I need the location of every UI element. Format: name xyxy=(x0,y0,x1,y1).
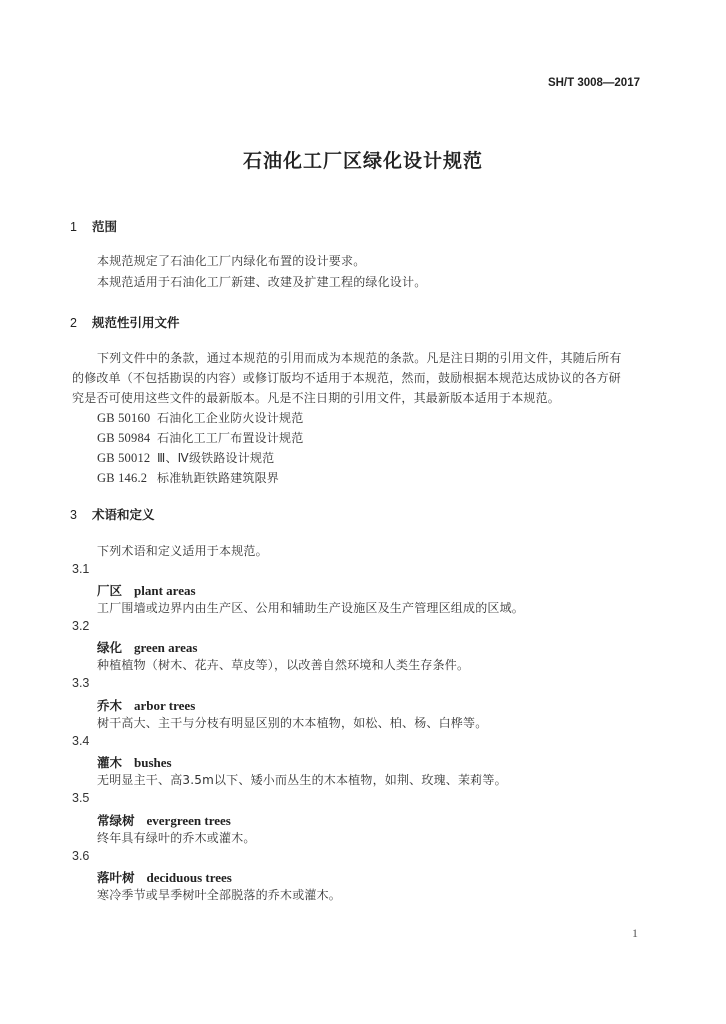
standard-code: SH/T 3008—2017 xyxy=(547,77,640,89)
reference-name: 标准轨距铁路建筑限界 xyxy=(157,471,280,485)
reference-name: Ⅲ、Ⅳ级铁路设计规范 xyxy=(157,451,275,465)
terms-intro: 下列术语和定义适用于本规范。 xyxy=(97,544,268,558)
reference-name: 石油化工企业防火设计规范 xyxy=(157,411,304,425)
term-heading xyxy=(97,637,197,656)
term-en: evergreen trees xyxy=(146,813,231,828)
page-number: 1 xyxy=(632,926,638,940)
section-title: 范围 xyxy=(92,219,118,234)
term-zh: 厂区 xyxy=(97,583,123,598)
term-number: 3.6 xyxy=(72,849,90,863)
term-definition: 终年具有绿叶的乔木或灌木。 xyxy=(97,831,256,845)
term-definition: 寒冷季节或旱季树叶全部脱落的乔木或灌木。 xyxy=(97,888,342,902)
reference-code: GB 50012 xyxy=(97,451,151,465)
references-line-3: 究是否可使用这些文件的最新版本。凡是不注日期的引用文件，其最新版本适用于本规范。 xyxy=(72,391,561,405)
section-number: 3 xyxy=(70,508,77,522)
term-definition: 树干高大、主干与分枝有明显区别的木本植物，如松、柏、杨、白桦等。 xyxy=(97,716,488,730)
term-zh: 常绿树 xyxy=(97,813,135,828)
term-number: 3.1 xyxy=(72,562,90,576)
reference-code: GB 50984 xyxy=(97,431,151,445)
section-number: 1 xyxy=(70,220,77,234)
term-en: plant areas xyxy=(134,583,196,598)
reference-item xyxy=(97,469,279,486)
term-definition: 工厂围墙或边界内由生产区、公用和辅助生产设施区及生产管理区组成的区域。 xyxy=(97,601,525,615)
reference-name: 石油化工工厂布置设计规范 xyxy=(157,431,304,445)
term-heading xyxy=(97,580,196,599)
term-heading xyxy=(97,867,232,886)
term-zh: 落叶树 xyxy=(97,870,135,885)
term-zh: 灌木 xyxy=(97,755,123,770)
term-number: 3.2 xyxy=(72,619,90,633)
references-line-1: 下列文件中的条款，通过本规范的引用而成为本规范的条款。凡是注日期的引用文件，其随后所有 xyxy=(97,351,622,365)
reference-item xyxy=(97,429,303,446)
term-number: 3.5 xyxy=(72,791,90,805)
document-title: 石油化工厂区绿化设计规范 xyxy=(242,150,483,172)
term-en: deciduous trees xyxy=(146,870,232,885)
term-zh: 乔木 xyxy=(97,698,123,713)
section-heading-references xyxy=(70,313,180,331)
reference-code: GB 146.2 xyxy=(97,471,148,485)
section-heading-terms xyxy=(70,505,155,523)
term-heading xyxy=(97,752,172,771)
term-en: green areas xyxy=(134,640,198,655)
term-number: 3.3 xyxy=(72,676,90,690)
term-definition: 种植植物（树木、花卉、草皮等），以改善自然环境和人类生存条件。 xyxy=(97,658,470,672)
reference-item xyxy=(97,409,303,426)
term-heading xyxy=(97,695,195,714)
section-title: 规范性引用文件 xyxy=(92,315,180,330)
scope-line-1: 本规范规定了石油化工厂内绿化布置的设计要求。 xyxy=(97,254,366,268)
references-line-2: 的修改单（不包括勘误的内容）或修订版均不适用于本规范，然而，鼓励根据本规范达成协议的各方研 xyxy=(72,371,622,385)
section-title: 术语和定义 xyxy=(92,507,155,522)
scope-line-2: 本规范适用于石油化工厂新建、改建及扩建工程的绿化设计。 xyxy=(97,275,427,289)
term-number: 3.4 xyxy=(72,734,90,748)
term-heading xyxy=(97,810,231,829)
section-heading-scope xyxy=(70,217,117,235)
term-en: bushes xyxy=(134,755,172,770)
term-definition: 无明显主干、高3.5m以下、矮小而丛生的木本植物，如荆、玫瑰、茉莉等。 xyxy=(97,773,507,787)
reference-code: GB 50160 xyxy=(97,411,151,425)
reference-item xyxy=(97,449,274,466)
section-number: 2 xyxy=(70,316,77,330)
term-en: arbor trees xyxy=(134,698,196,713)
term-zh: 绿化 xyxy=(97,640,123,655)
